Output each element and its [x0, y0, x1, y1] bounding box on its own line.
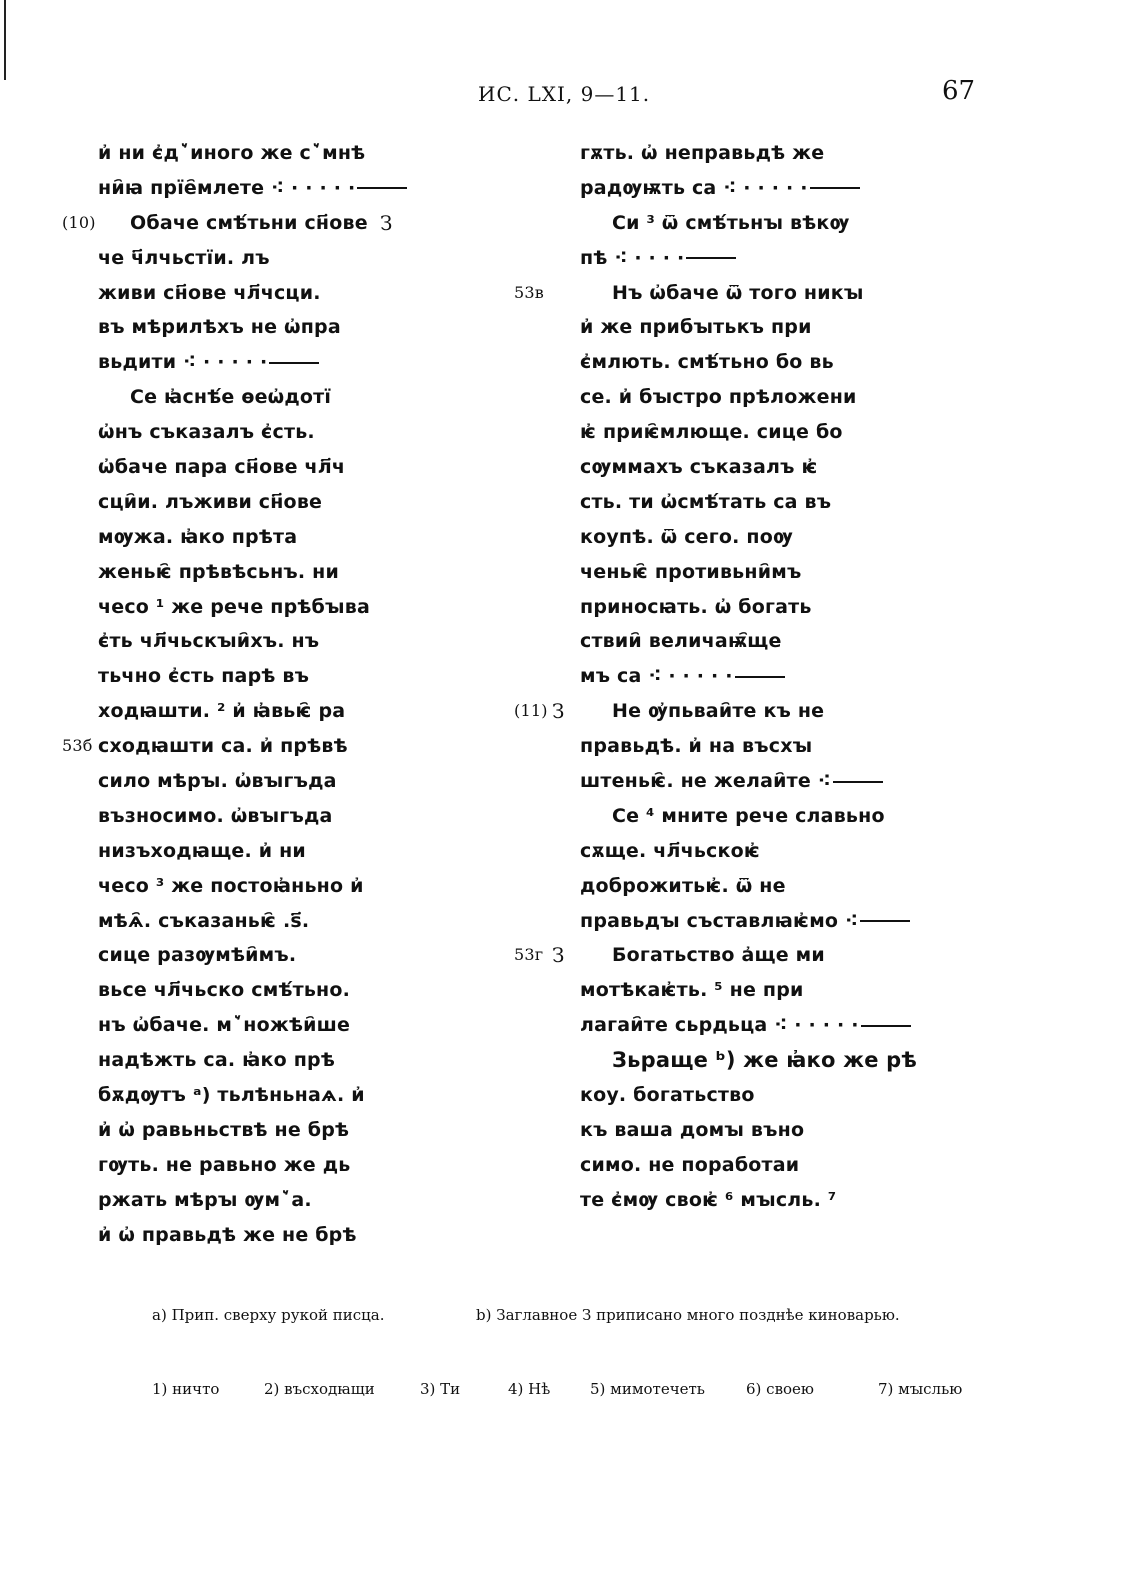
line-text: коу. богатьство [580, 1084, 755, 1107]
text-line [98, 171, 428, 206]
text-line [580, 590, 910, 625]
right-text-column [514, 136, 918, 1218]
line-text: симо. не поработаи [580, 1153, 800, 1176]
text-line [580, 415, 910, 450]
text-line [98, 450, 428, 485]
line-text: се. и҆ бꙑстро прѣложени [580, 386, 857, 409]
line-text: чесо ³ же постоꙗ҆ньно и҆ [98, 874, 364, 897]
text-line [580, 904, 910, 939]
line-text: мѣѧ҄. съказаньѥ҄ .ѕ҃. [98, 909, 310, 932]
end-of-verse-flourish [860, 920, 910, 922]
text-line [580, 764, 910, 799]
text-line [98, 1043, 428, 1078]
text-line [580, 206, 910, 241]
line-text: Не ѹ҆пьваи҄те къ не [612, 700, 825, 723]
text-line [98, 764, 428, 799]
line-text: штеньѥ҄. не желаи҄те ⁖ [580, 770, 831, 793]
text-line [580, 450, 910, 485]
line-text: радѹѭть са ⁖ · · · · · [580, 176, 808, 199]
left-text-column [62, 136, 428, 1253]
line-text: сть. ти ѡ҆смѣ́тать са въ [580, 490, 832, 513]
line-text: вьсе чл҃чьско смѣ́тьно. [98, 979, 351, 1002]
text-line [580, 345, 910, 380]
line-text: мѹжа. ꙗ҆ко прѣта [98, 525, 298, 548]
line-text: Си ³ ѿ смѣ́тьнꙑ вѣкѹ [612, 211, 850, 234]
text-line [98, 1078, 428, 1113]
line-text: възносимо. ѡ҆вꙑгъда [98, 804, 333, 827]
text-line [98, 555, 428, 590]
text-line [580, 485, 910, 520]
line-text: сци҄и. лъживи сн҃ове [98, 490, 323, 513]
text-line [580, 241, 910, 276]
line-text: надѣжть са. ꙗ҆ко прѣ [98, 1049, 336, 1072]
text-line [580, 1183, 910, 1218]
line-text: Богатьство а҆ще ми [612, 944, 825, 967]
line-text: ѥ҆ приѥ҄млюще. сице бо [580, 421, 843, 444]
line-text: и҆ ни є҆дꙿиного же сꙿмнѣ [98, 142, 366, 164]
line-text: сходꙗшти са. и҆ прѣвѣ [98, 735, 348, 758]
page-number: 67 [942, 76, 976, 106]
text-line [580, 973, 910, 1008]
text-line [98, 1113, 428, 1148]
text-line [514, 276, 910, 311]
line-text: живи сн҃ове чл҃чсци. [98, 281, 321, 304]
variant-reading: 2) въсходꙗщи [264, 1380, 375, 1398]
line-text: ходꙗшти. ² и҆ ꙗ҆вьѥ҄ ра [98, 700, 346, 723]
text-line [580, 624, 910, 659]
text-line [580, 1043, 918, 1078]
line-text: те є҆мѹ своѥ҆ ⁶ мꙑсль. ⁷ [580, 1188, 837, 1211]
line-text: є҆ть чл҃чьскꙑи҄хъ. нъ [98, 630, 320, 653]
marginal-glyph: З [552, 699, 565, 724]
text-line [98, 590, 428, 625]
line-text: ни҄ꙗ прїе҄млете ⁖ · · · · · [98, 176, 356, 199]
line-text: приносꙗть. ѡ҆ богать [580, 595, 812, 618]
line-text: мотѣкаѥ҆ть. ⁵ не при [580, 979, 804, 1002]
line-text: вьдити ⁖ · · · · · [98, 351, 268, 374]
text-line [98, 938, 428, 973]
text-line [514, 694, 910, 729]
text-line [98, 1148, 428, 1183]
end-of-verse-flourish [269, 362, 319, 364]
end-of-verse-flourish [357, 187, 407, 189]
margin-reference: (10) [62, 212, 96, 232]
line-text: Се ꙗ҆снѣ́е ѳеѡ҆дотї [130, 386, 332, 409]
line-text: правьдꙑ съставлꙗѥ҆мо ⁖ [580, 909, 859, 932]
variant-reading: 1) ничто [152, 1380, 220, 1398]
line-text: сѹммахъ съказалъ ѥ҆ [580, 456, 818, 479]
text-line [580, 555, 910, 590]
text-line [98, 276, 428, 311]
text-line [98, 520, 428, 555]
marginal-glyph: З [380, 210, 393, 235]
line-text: лагаи҄те сьрдьца ⁖ · · · · · [580, 1014, 859, 1037]
variant-reading: 5) мимотечеть [590, 1380, 705, 1398]
text-line [580, 520, 910, 555]
text-line [580, 1078, 910, 1113]
text-line [98, 1008, 428, 1043]
text-line [580, 380, 910, 415]
variant-reading: 4) Нѣ [508, 1380, 551, 1398]
line-text: Нъ ѡ҆баче ѿ того никꙑ [612, 281, 864, 304]
text-line [98, 973, 428, 1008]
text-line [580, 310, 910, 345]
variant-reading: 3) Ти [420, 1380, 461, 1398]
line-text: тьчно є҆сть парѣ въ [98, 665, 310, 688]
text-line [98, 241, 428, 276]
text-line [580, 136, 910, 171]
footnotes [152, 1306, 1012, 1324]
line-text: коупѣ. ѿ сего. поѹ [580, 525, 793, 548]
line-text: Се ⁴ мните рече славьно [612, 804, 885, 827]
line-text: че ч҃лчьстїи. лъ [98, 246, 270, 269]
text-line [514, 938, 910, 973]
line-text: чесо ¹ же рече прѣбꙑва [98, 595, 370, 618]
line-text: сице разѹмѣи҄мъ. [98, 944, 297, 967]
line-text: доброжитьѥ҆. ѿ не [580, 874, 786, 897]
line-text: женьѥ҄ прѣвѣсьнъ. ни [98, 560, 339, 583]
text-line [98, 136, 428, 171]
text-line [98, 415, 428, 450]
line-text: мъ са ⁖ · · · · · [580, 665, 733, 688]
line-text: Обаче смѣ́тьни сн҃ове [130, 211, 368, 234]
text-line [580, 834, 910, 869]
line-text: гѫть. ѡ҆ неправьдѣ же [580, 142, 825, 164]
line-text: нъ ѡ҆баче. мꙿножѣи҄ше [98, 1014, 351, 1037]
marginal-glyph: З [552, 943, 565, 968]
footnote-b: b) Заглавное З приписано много позднѣе киноварью. [476, 1306, 900, 1324]
text-line [98, 345, 428, 380]
line-text: ствии҄ величаѭ҄ще [580, 630, 782, 653]
line-text: въ мѣрилѣхъ не ѡ҆пра [98, 316, 341, 339]
line-text: правьдѣ. и҆ на въсхꙑ [580, 735, 813, 758]
line-text: Зьраще ᵇ) же ꙗ҆ко же рѣ [612, 1048, 918, 1073]
line-text: къ ваша домꙑ вънo [580, 1118, 805, 1141]
line-text: бѫдѹтъ ᵃ) тьлѣньнаѧ. и҆ [98, 1084, 365, 1107]
page-edge-line [4, 0, 6, 80]
line-text: ѡ҆баче пара сн҃ове чл҃ч [98, 456, 346, 479]
running-head: ИС. LXI, 9—11. [478, 82, 651, 106]
line-text: ѡ҆нъ съказалъ є҆сть. [98, 421, 315, 444]
text-line [98, 485, 428, 520]
text-line [580, 659, 910, 694]
line-text: сило мѣрꙑ. ѡ҆вꙑгъда [98, 770, 337, 793]
text-line [580, 1113, 910, 1148]
line-text: ченьѥ҄ противьни҄мъ [580, 560, 802, 583]
line-text: пѣ ⁖ · · · · [580, 246, 685, 269]
margin-reference: 53в [514, 282, 544, 302]
end-of-verse-flourish [810, 187, 860, 189]
text-line [580, 799, 910, 834]
text-line [98, 624, 428, 659]
text-line [98, 310, 428, 345]
text-line [580, 1008, 910, 1043]
margin-reference: 53б [62, 736, 93, 756]
text-line [62, 729, 428, 764]
text-line [580, 171, 910, 206]
text-line [98, 869, 428, 904]
line-text: ржать мѣрꙑ ѹмꙿа. [98, 1188, 312, 1211]
text-line [580, 869, 910, 904]
text-line [98, 904, 428, 939]
margin-reference: 53г [514, 945, 544, 965]
text-line [580, 729, 910, 764]
line-text: гѹть. не равьно же дь [98, 1153, 351, 1176]
text-line [98, 1218, 428, 1253]
end-of-verse-flourish [833, 781, 883, 783]
text-line [98, 659, 428, 694]
line-text: є҆млють. смѣ́тьно бо вь [580, 351, 834, 374]
end-of-verse-flourish [735, 676, 785, 678]
margin-reference: (11) [514, 701, 548, 721]
line-text: сѫще. чл҃чьскоѥ҆ [580, 839, 761, 862]
line-text: низъходꙗще. и҆ ни [98, 839, 306, 862]
text-line [98, 834, 428, 869]
variant-reading: 6) своею [746, 1380, 814, 1398]
text-line [98, 694, 428, 729]
text-line [62, 206, 428, 241]
footnote-a: a) Прип. сверху рукой писца. [152, 1306, 385, 1324]
text-line [580, 1148, 910, 1183]
line-text: и҆ же прибꙑтькъ при [580, 316, 812, 339]
line-text: и҆ ѡ҆ правьдѣ же не брѣ [98, 1223, 357, 1246]
end-of-verse-flourish [861, 1025, 911, 1027]
text-line [98, 1183, 428, 1218]
line-text: и҆ ѡ҆ равьньствѣ не брѣ [98, 1118, 350, 1141]
variant-reading: 7) мꙑслью [878, 1380, 963, 1398]
text-line [98, 380, 428, 415]
end-of-verse-flourish [686, 257, 736, 259]
text-line [98, 799, 428, 834]
